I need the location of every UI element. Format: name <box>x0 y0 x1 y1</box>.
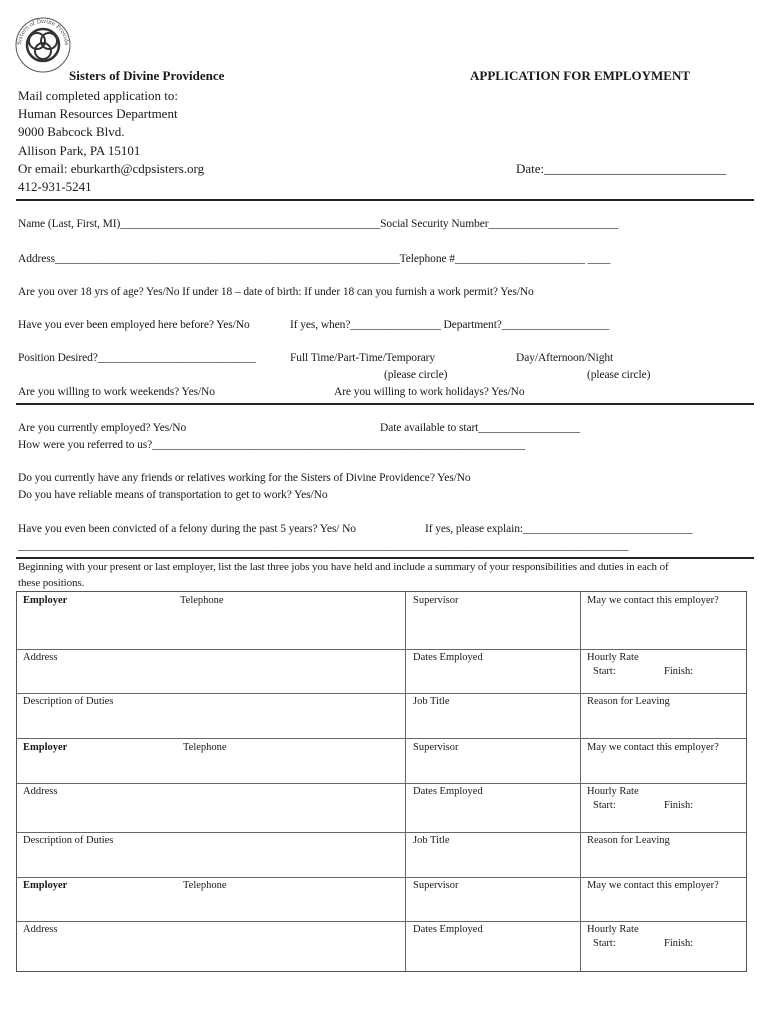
telephone-label: Telephone <box>183 880 227 891</box>
address-phone-field[interactable]: Address_____________________________________________________________Telephone #_______________________ ____ <box>18 253 611 265</box>
holidays-question: Are you willing to work holidays? Yes/No <box>334 386 525 398</box>
mail-line-6: 412-931-5241 <box>18 179 92 194</box>
description-label: Description of Duties <box>23 835 114 846</box>
felony-question: Have you even been convicted of a felony during the past 5 years? Yes/ No <box>18 523 356 535</box>
employment-type: Full Time/Part-Time/Temporary <box>290 352 436 364</box>
hourly-rate-label: Hourly Rate <box>587 924 639 935</box>
org-logo <box>14 16 72 74</box>
employment-intro-1: Beginning with your present or last employer, list the last three jobs you have held and include a summary of your responsibilities and duties in each of <box>18 561 669 573</box>
reason-leaving-label: Reason for Leaving <box>587 696 670 707</box>
mail-line-2: Human Resources Department <box>18 106 178 121</box>
date-available-field[interactable]: Date available to start__________________ <box>380 422 580 434</box>
currently-employed-question: Are you currently employed? Yes/No <box>18 422 187 434</box>
employment-intro-2: these positions. <box>18 577 85 589</box>
hourly-rate-label: Hourly Rate <box>587 786 639 797</box>
section-divider-2 <box>16 557 754 559</box>
address-label: Address <box>23 652 58 663</box>
job-title-label: Job Title <box>413 835 450 846</box>
employer-label: Employer <box>23 880 68 891</box>
may-contact-label: May we contact this employer? <box>587 595 719 606</box>
telephone-label: Telephone <box>180 595 224 606</box>
position-field[interactable]: Position Desired?____________________________ <box>18 352 256 364</box>
shift-options: Day/Afternoon/Night <box>516 352 614 364</box>
please-circle-shift: (please circle) <box>587 369 651 381</box>
address-label: Address <box>23 924 58 935</box>
section-divider-1 <box>16 403 754 405</box>
finish-label: Finish: <box>664 800 694 811</box>
finish-label: Finish: <box>664 666 694 677</box>
start-label: Start: <box>593 938 616 949</box>
reason-leaving-label: Reason for Leaving <box>587 835 670 846</box>
employed-here-question: Have you ever been employed here before? Yes/No <box>18 319 250 331</box>
if-yes-when-field[interactable]: If yes, when?________________ Department?___________________ <box>290 319 610 331</box>
table-divider <box>17 832 746 833</box>
hourly-rate-label: Hourly Rate <box>587 652 639 663</box>
telephone-label: Telephone <box>183 742 227 753</box>
may-contact-label: May we contact this employer? <box>587 880 719 891</box>
mail-line-4: Allison Park, PA 15101 <box>18 143 141 158</box>
form-title: APPLICATION FOR EMPLOYMENT <box>470 68 691 83</box>
employer-label: Employer <box>23 742 68 753</box>
friends-question: Do you currently have any friends or relatives working for the Sisters of Divine Providence? Yes/No <box>18 472 471 484</box>
table-divider <box>17 649 746 650</box>
supervisor-label: Supervisor <box>413 880 459 891</box>
table-divider <box>17 693 746 694</box>
org-name: Sisters of Divine Providence <box>69 68 225 83</box>
date-field[interactable]: Date:____________________________ <box>516 161 727 176</box>
dates-employed-label: Dates Employed <box>413 786 483 797</box>
logo-ring-text: Sisters of Divine Provide <box>16 18 70 46</box>
dates-employed-label: Dates Employed <box>413 652 483 663</box>
employer-label: Employer <box>23 595 68 606</box>
mail-line-5: Or email: eburkarth@cdpsisters.org <box>18 161 205 176</box>
address-label: Address <box>23 786 58 797</box>
start-label: Start: <box>593 800 616 811</box>
supervisor-label: Supervisor <box>413 595 459 606</box>
felony-explain-field[interactable]: If yes, please explain:______________________________ <box>425 523 693 535</box>
weekends-question: Are you willing to work weekends? Yes/No <box>18 386 215 398</box>
mail-line-1: Mail completed application to: <box>18 88 178 103</box>
finish-label: Finish: <box>664 938 694 949</box>
age-question: Are you over 18 yrs of age? Yes/No If under 18 – date of birth: If under 18 can you furnish a work permit? Yes/No <box>18 286 534 298</box>
felony-explain-line[interactable]: ____________________________________________________________________________________________________________ <box>18 540 629 552</box>
referred-field[interactable]: How were you referred to us?__________________________________________________________________ <box>18 439 526 451</box>
please-circle-type: (please circle) <box>384 369 448 381</box>
mail-line-3: 9000 Babcock Blvd. <box>18 124 125 139</box>
supervisor-label: Supervisor <box>413 742 459 753</box>
employment-history-table <box>16 591 747 972</box>
table-divider <box>17 877 746 878</box>
description-label: Description of Duties <box>23 696 114 707</box>
may-contact-label: May we contact this employer? <box>587 742 719 753</box>
header-divider <box>16 199 754 201</box>
table-divider <box>17 738 746 739</box>
transport-question: Do you have reliable means of transportation to get to work? Yes/No <box>18 489 328 501</box>
table-divider <box>17 921 746 922</box>
dates-employed-label: Dates Employed <box>413 924 483 935</box>
job-title-label: Job Title <box>413 696 450 707</box>
start-label: Start: <box>593 666 616 677</box>
name-ssn-field[interactable]: Name (Last, First, MI)______________________________________________Social Security Number_______________________ <box>18 218 619 230</box>
table-divider <box>17 783 746 784</box>
